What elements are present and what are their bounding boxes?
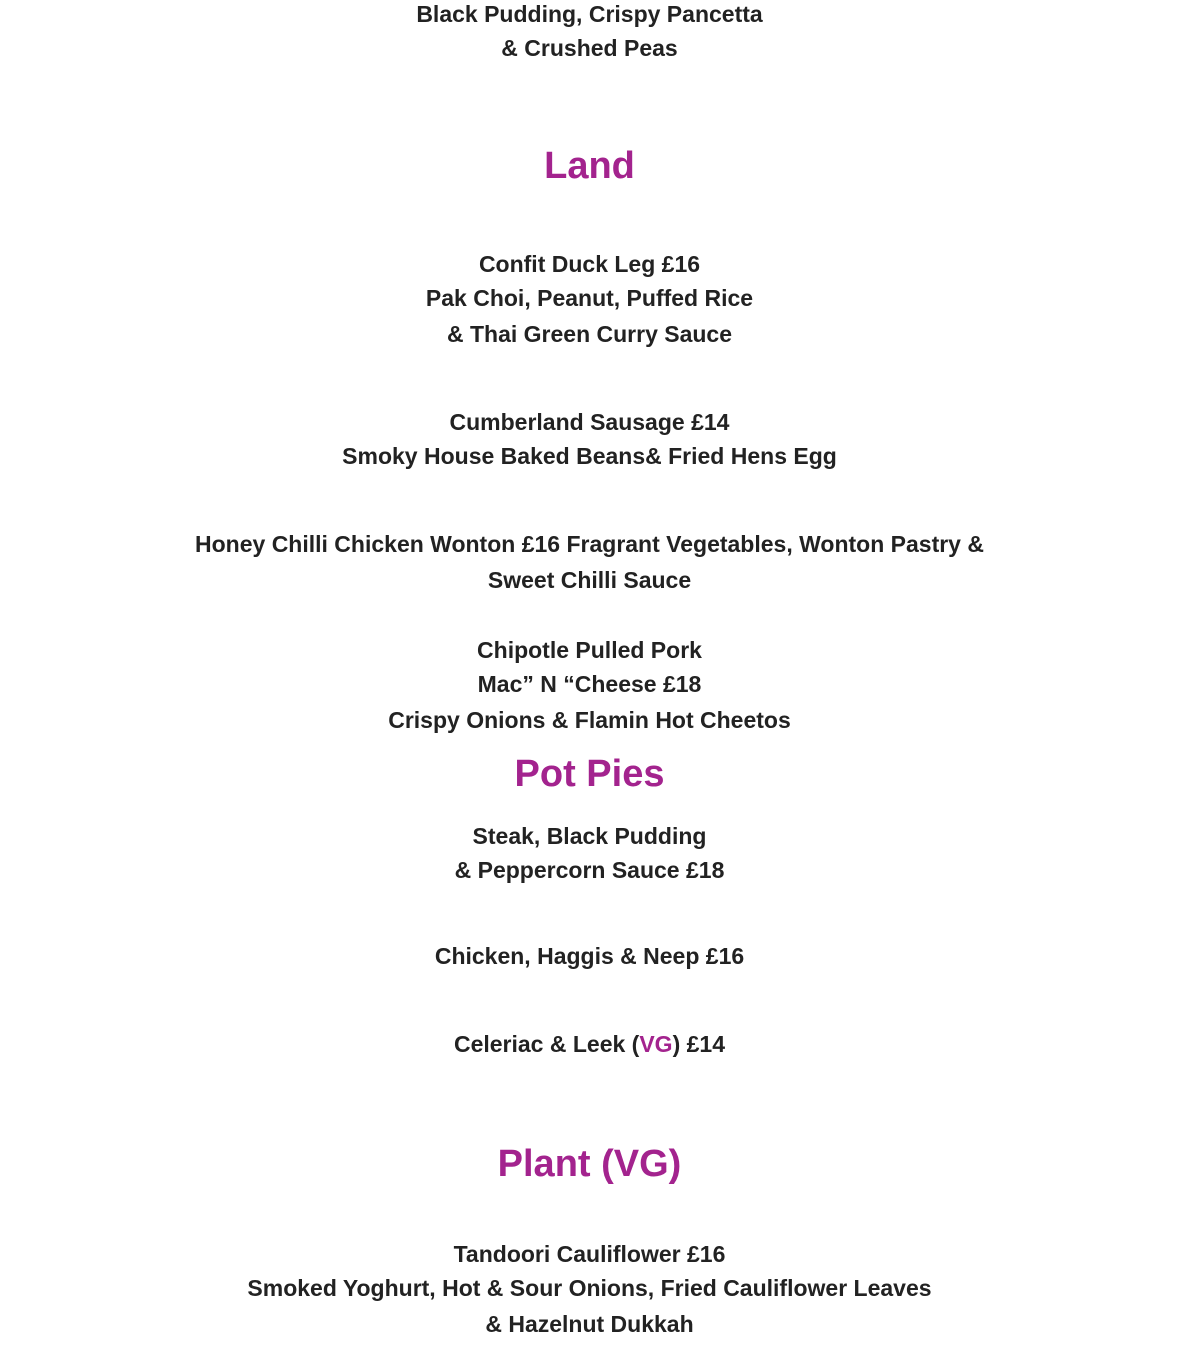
- dish-price: ) £14: [672, 1031, 726, 1057]
- dish-title-text: Celeriac & Leek (: [453, 1031, 640, 1057]
- dish-title: [0, 1030, 1179, 1058]
- vegan-tag: VG: [639, 1031, 673, 1057]
- dish-description: & Hazelnut Dukkah: [485, 1311, 694, 1337]
- section-heading-pot-pies: Pot Pies: [514, 753, 665, 795]
- dish-title: Cumberland Sausage £14: [449, 409, 730, 435]
- dish-description: & Thai Green Curry Sauce: [446, 321, 733, 347]
- dish-description: Crispy Onions & Flamin Hot Cheetos: [388, 707, 791, 733]
- dish-description: Smoked Yoghurt, Hot & Sour Onions, Fried Cauliflower Leaves: [247, 1275, 932, 1301]
- dish-description: Smoky House Baked Beans& Fried Hens Egg: [342, 443, 837, 469]
- dish-description: Black Pudding, Crispy Pancetta: [416, 1, 763, 27]
- dish-title: Confit Duck Leg £16: [478, 251, 701, 277]
- dish-title: Mac” N “Cheese £18: [477, 671, 702, 697]
- dish-title: Honey Chilli Chicken Wonton £16 Fragrant Vegetables, Wonton Pastry &: [195, 531, 984, 557]
- dish-title: & Peppercorn Sauce £18: [454, 857, 725, 883]
- dish-description: Pak Choi, Peanut, Puffed Rice: [425, 285, 754, 311]
- section-heading-land: Land: [544, 145, 635, 187]
- dish-description: Sweet Chilli Sauce: [487, 567, 692, 593]
- dish-description: & Crushed Peas: [501, 35, 678, 61]
- dish-title: Chipotle Pulled Pork: [477, 637, 702, 663]
- section-heading-plant: Plant (VG): [497, 1143, 682, 1185]
- dish-title: Steak, Black Pudding: [472, 823, 707, 849]
- dish-title: Chicken, Haggis & Neep £16: [434, 943, 745, 969]
- dish-title: Tandoori Cauliflower £16: [453, 1241, 726, 1267]
